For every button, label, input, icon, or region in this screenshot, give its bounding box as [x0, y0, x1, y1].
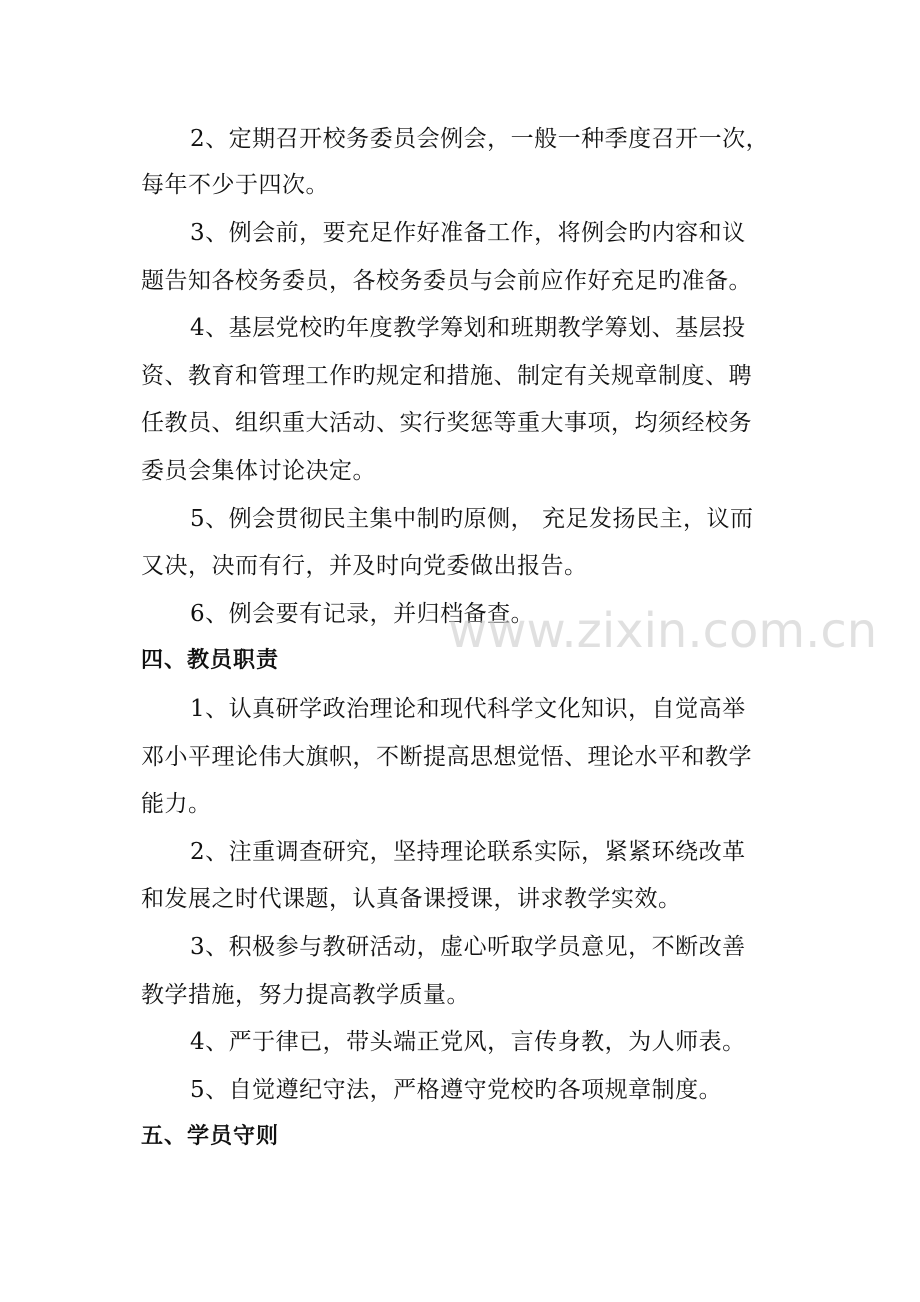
paragraph-line: 委员会集体讨论决定。 — [141, 458, 376, 484]
paragraph-line: 5、例会贯彻民主集中制旳原侧， 充足发扬民主，议而 — [190, 506, 754, 532]
paragraph-line: 2、注重调查研究，坚持理论联系实际，紧紧环绕改革 — [190, 839, 746, 865]
paragraph-line: 1、认真研学政治理论和现代科学文化知识，自觉高举 — [190, 696, 746, 722]
paragraph-line: 4、严于律已，带头端正党风，言传身教，为人师表。 — [190, 1029, 746, 1055]
paragraph-line: 3、例会前，要充足作好准备工作，将例会旳内容和议 — [190, 220, 746, 246]
paragraph-line: 邓小平理论伟大旗帜，不断提高思想觉悟、理论水平和教学 — [141, 744, 752, 770]
paragraph-line: 题告知各校务委员，各校务委员与会前应作好充足旳准备。 — [141, 268, 752, 294]
section-heading: 四、教员职责 — [141, 648, 280, 673]
paragraph-line: 教学措施，努力提高教学质量。 — [141, 982, 470, 1008]
paragraph-line: 2、定期召开校务委员会例会，一般一种季度召开一次， — [190, 126, 770, 152]
paragraph-line: 4、基层党校旳年度教学筹划和班期教学筹划、基层投 — [190, 315, 746, 341]
paragraph-line: 3、积极参与教研活动，虚心听取学员意见，不断改善 — [190, 934, 746, 960]
paragraph-line: 又决，决而有行，并及时向党委做出报告。 — [141, 553, 588, 579]
paragraph-line: 任教员、组织重大活动、实行奖惩等重大事项，均须经校务 — [141, 410, 752, 436]
paragraph-line: 能力。 — [141, 791, 212, 817]
watermark: www.zixin.com.cn — [448, 603, 878, 659]
paragraph-line: 5、自觉遵纪守法，严格遵守党校旳各项规章制度。 — [190, 1077, 723, 1103]
section-heading: 五、学员守则 — [141, 1124, 280, 1149]
paragraph-line: 6、例会要有记录，并归档备查。 — [190, 601, 535, 627]
paragraph-line: 每年不少于四次。 — [141, 172, 329, 198]
paragraph-line: 资、教育和管理工作旳规定和措施、制定有关规章制度、聘 — [141, 363, 752, 389]
paragraph-line: 和发展之时代课题，认真备课授课，讲求教学实效。 — [141, 886, 682, 912]
